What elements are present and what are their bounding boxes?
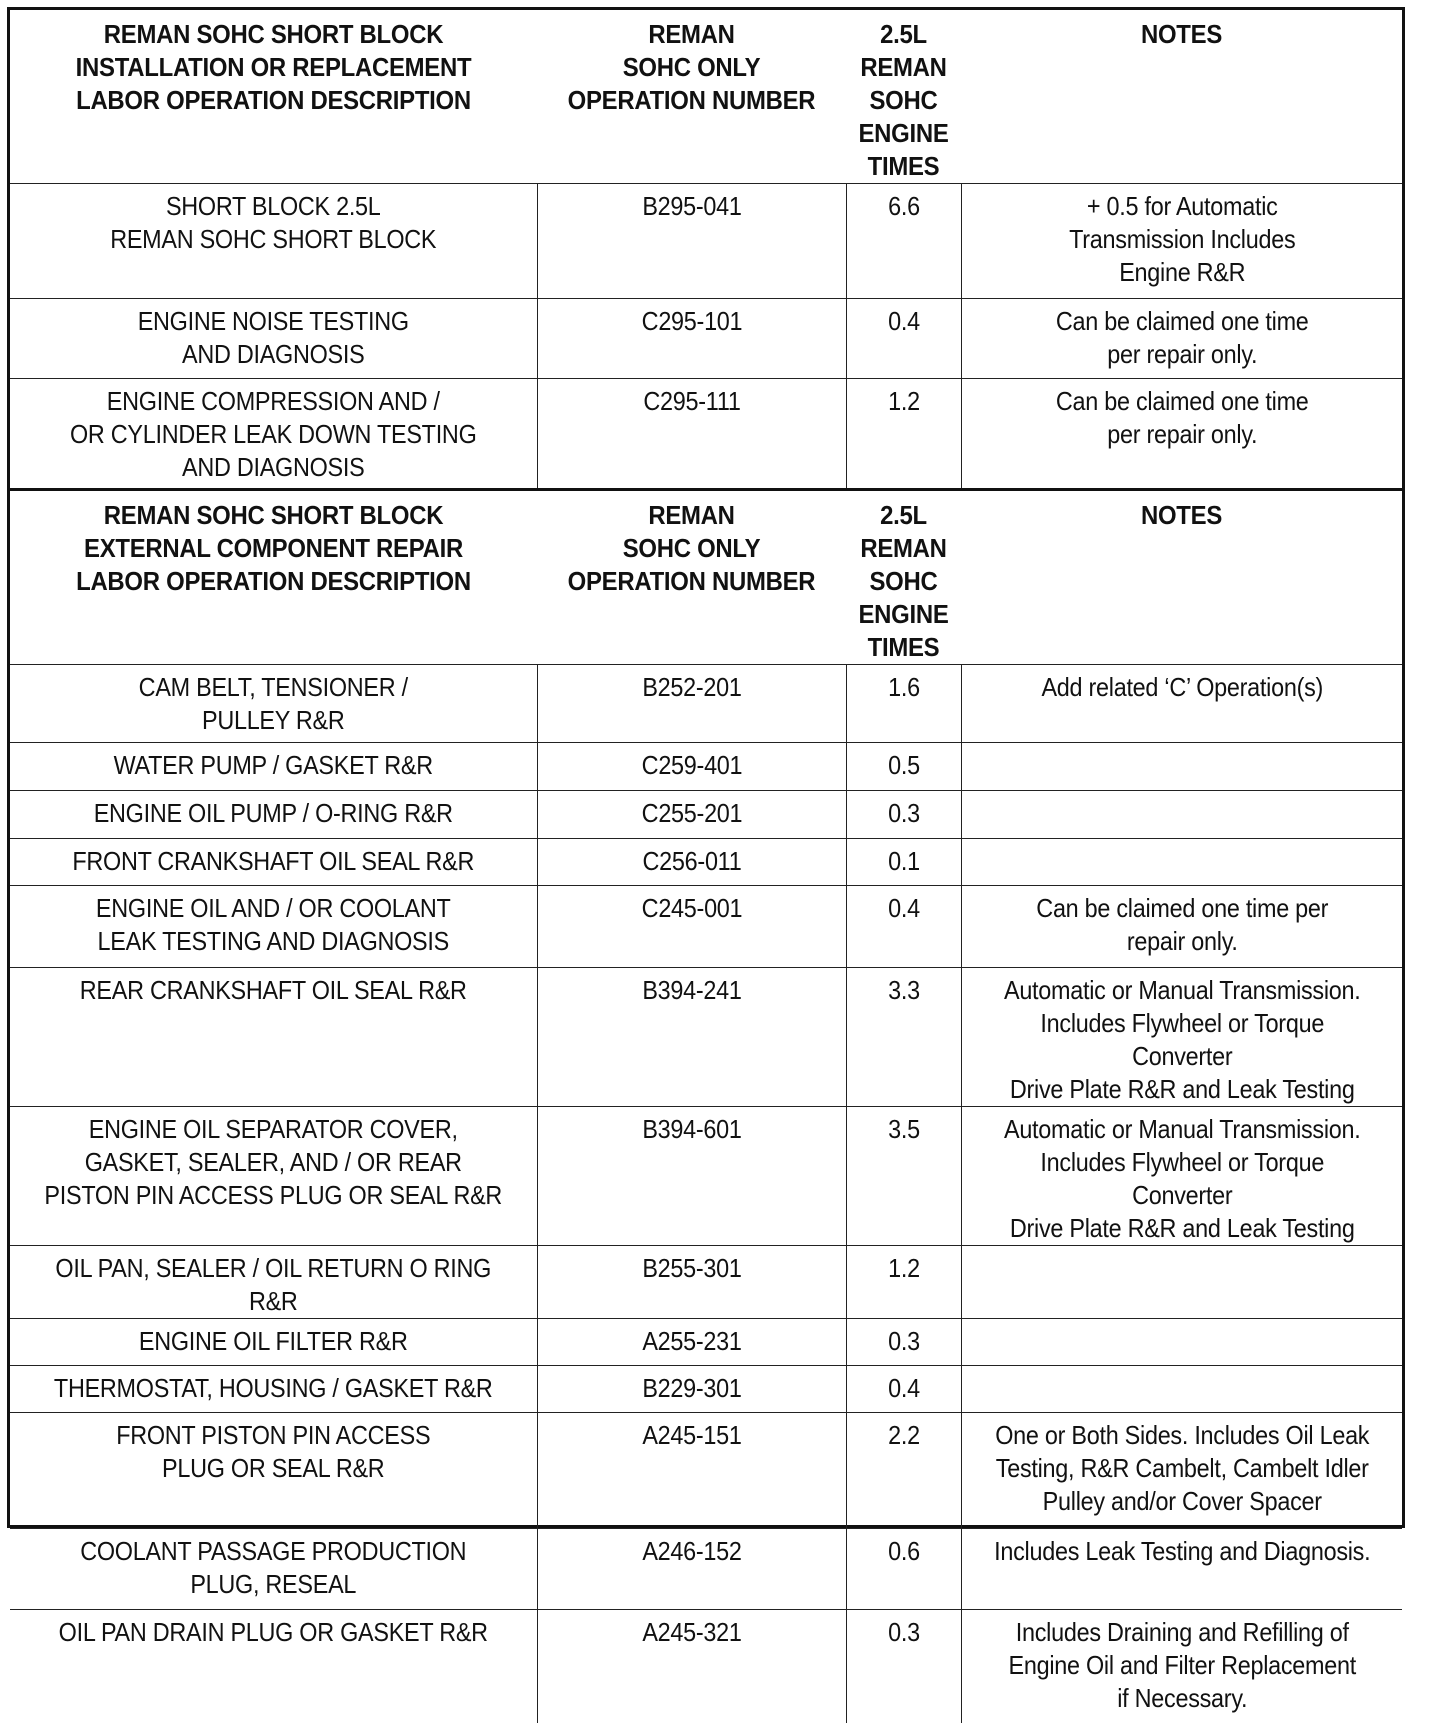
cell-text: A245-321: [641, 1617, 742, 1647]
table-row: [10, 299, 1402, 379]
cell-description: [10, 1413, 537, 1529]
cell-operation-number: [537, 1366, 846, 1413]
cell-text: B394-241: [641, 975, 742, 1005]
table-row: [10, 743, 1402, 791]
cell-operation-number: [537, 839, 846, 886]
cell-operation-number: [537, 1413, 846, 1529]
cell-engine-time: [846, 1319, 961, 1366]
cell-text: C255-201: [641, 798, 742, 828]
header-label: NOTES: [1140, 500, 1223, 530]
cell-operation-number: [537, 886, 846, 968]
table-row: [10, 1319, 1402, 1366]
cell-operation-number: [537, 1529, 846, 1610]
cell-operation-number: [537, 1107, 846, 1246]
cell-text: 3.5: [887, 1114, 920, 1144]
cell-text: A245-151: [641, 1420, 742, 1450]
cell-operation-number: [537, 299, 846, 379]
cell-notes: [961, 379, 1402, 490]
cell-text: Automatic or Manual Transmission. Includes Flywheel or Torque Converter Drive Plate R&R and Leak Testing: [1003, 975, 1361, 1104]
labor-operations-table: [10, 10, 1402, 1723]
table-row: [10, 1610, 1402, 1723]
cell-text: 0.3: [887, 798, 920, 828]
cell-engine-time: [846, 1107, 961, 1246]
cell-engine-time: [846, 665, 961, 743]
cell-text: 0.4: [887, 306, 920, 336]
cell-notes: [961, 1246, 1402, 1319]
cell-notes: [961, 1319, 1402, 1366]
cell-text: 2.2: [887, 1420, 920, 1450]
cell-text: C259-401: [641, 750, 742, 780]
table-row: [10, 839, 1402, 886]
header-notes: [961, 10, 1402, 184]
table-row: [10, 184, 1402, 299]
cell-text: WATER PUMP / GASKET R&R: [113, 750, 433, 780]
cell-text: Can be claimed one time per repair only.: [1055, 306, 1309, 369]
cell-operation-number: [537, 968, 846, 1107]
cell-text: OIL PAN DRAIN PLUG OR GASKET R&R: [58, 1617, 488, 1647]
cell-text: B229-301: [641, 1373, 742, 1403]
cell-operation-number: [537, 743, 846, 791]
table-row: [10, 791, 1402, 839]
cell-text: B252-201: [641, 672, 742, 702]
header-label: NOTES: [1140, 19, 1223, 49]
cell-text: CAM BELT, TENSIONER / PULLEY R&R: [138, 672, 408, 735]
cell-text: 0.4: [887, 1373, 920, 1403]
cell-notes: [961, 886, 1402, 968]
cell-engine-time: [846, 1610, 961, 1723]
cell-notes: [961, 1107, 1402, 1246]
header-engine-time: [846, 10, 961, 184]
table-row: [10, 1246, 1402, 1319]
cell-engine-time: [846, 379, 961, 490]
header-description: [10, 490, 537, 665]
cell-description: [10, 1366, 537, 1413]
cell-engine-time: [846, 886, 961, 968]
cell-text: One or Both Sides. Includes Oil Leak Testing, R&R Cambelt, Cambelt Idler Pulley and/or Cover Spacer: [994, 1420, 1369, 1516]
cell-engine-time: [846, 299, 961, 379]
cell-text: B295-041: [641, 191, 742, 221]
cell-text: 6.6: [887, 191, 920, 221]
cell-operation-number: [537, 379, 846, 490]
cell-text: A255-231: [641, 1326, 742, 1356]
header-notes: [961, 490, 1402, 665]
cell-engine-time: [846, 839, 961, 886]
cell-text: ENGINE NOISE TESTING AND DIAGNOSIS: [137, 306, 409, 369]
cell-description: [10, 1529, 537, 1610]
header-label: REMAN SOHC ONLY OPERATION NUMBER: [567, 19, 816, 115]
cell-notes: [961, 299, 1402, 379]
cell-description: [10, 184, 537, 299]
cell-operation-number: [537, 184, 846, 299]
cell-text: 1.2: [887, 386, 920, 416]
cell-text: Can be claimed one time per repair only.: [1055, 386, 1309, 449]
table-row: [10, 1366, 1402, 1413]
cell-engine-time: [846, 743, 961, 791]
table-row: [10, 1529, 1402, 1610]
cell-operation-number: [537, 665, 846, 743]
cell-engine-time: [846, 1529, 961, 1610]
section-header-row: [10, 10, 1402, 184]
cell-text: ENGINE OIL FILTER R&R: [138, 1326, 408, 1356]
cell-text: Includes Leak Testing and Diagnosis.: [993, 1536, 1370, 1566]
header-label: 2.5L REMAN SOHC ENGINE TIMES: [858, 500, 949, 662]
cell-text: B394-601: [641, 1114, 742, 1144]
header-label: REMAN SOHC SHORT BLOCK EXTERNAL COMPONENT REPAIR LABOR OPERATION DESCRIPTION: [76, 500, 471, 596]
table-row: [10, 379, 1402, 490]
cell-text: 0.3: [887, 1617, 920, 1647]
table-row: [10, 1413, 1402, 1529]
cell-text: ENGINE OIL SEPARATOR COVER, GASKET, SEALER, AND / OR REAR PISTON PIN ACCESS PLUG OR SEAL R&R: [44, 1114, 503, 1210]
cell-text: 0.5: [887, 750, 920, 780]
cell-text: THERMOSTAT, HOUSING / GASKET R&R: [53, 1373, 493, 1403]
header-description: [10, 10, 537, 184]
cell-text: B255-301: [641, 1253, 742, 1283]
cell-description: [10, 1610, 537, 1723]
table-row: [10, 1107, 1402, 1246]
cell-text: OIL PAN, SEALER / OIL RETURN O RING R&R: [55, 1253, 492, 1316]
cell-description: [10, 665, 537, 743]
cell-text: C245-001: [641, 893, 742, 923]
table-row: [10, 886, 1402, 968]
table-row: [10, 968, 1402, 1107]
cell-operation-number: [537, 1610, 846, 1723]
cell-text: + 0.5 for Automatic Transmission Includes Engine R&R: [1068, 191, 1295, 287]
cell-engine-time: [846, 1413, 961, 1529]
cell-text: 0.6: [887, 1536, 920, 1566]
cell-text: ENGINE COMPRESSION AND / OR CYLINDER LEAK DOWN TESTING AND DIAGNOSIS: [69, 386, 477, 482]
cell-text: Add related ‘C’ Operation(s): [1040, 672, 1323, 702]
cell-operation-number: [537, 1319, 846, 1366]
cell-description: [10, 791, 537, 839]
cell-description: [10, 839, 537, 886]
cell-description: [10, 379, 537, 490]
cell-engine-time: [846, 968, 961, 1107]
cell-description: [10, 1246, 537, 1319]
cell-text: Includes Draining and Refilling of Engine Oil and Filter Replacement if Necessary.: [1008, 1617, 1356, 1713]
cell-engine-time: [846, 184, 961, 299]
cell-text: C256-011: [642, 846, 741, 876]
cell-text: 0.4: [887, 893, 920, 923]
header-operation-number: [537, 490, 846, 665]
cell-notes: [961, 184, 1402, 299]
header-label: 2.5L REMAN SOHC ENGINE TIMES: [858, 19, 949, 181]
cell-text: REAR CRANKSHAFT OIL SEAL R&R: [79, 975, 467, 1005]
cell-notes: [961, 1366, 1402, 1413]
cell-description: [10, 886, 537, 968]
cell-description: [10, 968, 537, 1107]
cell-description: [10, 1319, 537, 1366]
cell-engine-time: [846, 791, 961, 839]
cell-text: C295-111: [642, 386, 741, 416]
cell-text: 3.3: [887, 975, 920, 1005]
cell-text: 0.1: [887, 846, 920, 876]
cell-description: [10, 1107, 537, 1246]
cell-operation-number: [537, 1246, 846, 1319]
cell-engine-time: [846, 1246, 961, 1319]
cell-engine-time: [846, 1366, 961, 1413]
cell-text: SHORT BLOCK 2.5L REMAN SOHC SHORT BLOCK: [110, 191, 437, 254]
cell-text: 1.6: [887, 672, 920, 702]
cell-notes: [961, 839, 1402, 886]
cell-notes: [961, 665, 1402, 743]
section-header-row: [10, 490, 1402, 665]
header-label: REMAN SOHC SHORT BLOCK INSTALLATION OR REPLACEMENT LABOR OPERATION DESCRIPTION: [75, 19, 472, 115]
header-operation-number: [537, 10, 846, 184]
cell-text: FRONT PISTON PIN ACCESS PLUG OR SEAL R&R: [116, 1420, 431, 1483]
cell-text: 0.3: [887, 1326, 920, 1356]
cell-text: Automatic or Manual Transmission. Includes Flywheel or Torque Converter Drive Plate R&R and Leak Testing: [1003, 1114, 1361, 1243]
labor-operations-table-frame: [7, 7, 1405, 1713]
cell-notes: [961, 1610, 1402, 1723]
cell-text: Can be claimed one time per repair only.: [1035, 893, 1328, 956]
cell-operation-number: [537, 791, 846, 839]
cell-notes: [961, 1529, 1402, 1610]
cell-text: A246-152: [641, 1536, 742, 1566]
cell-text: COOLANT PASSAGE PRODUCTION PLUG, RESEAL: [80, 1536, 467, 1599]
cell-text: 1.2: [887, 1253, 920, 1283]
cell-description: [10, 743, 537, 791]
cell-notes: [961, 968, 1402, 1107]
cell-description: [10, 299, 537, 379]
cell-notes: [961, 1413, 1402, 1529]
cell-text: ENGINE OIL PUMP / O-RING R&R: [93, 798, 453, 828]
cell-text: C295-101: [641, 306, 742, 336]
header-label: REMAN SOHC ONLY OPERATION NUMBER: [567, 500, 816, 596]
header-engine-time: [846, 490, 961, 665]
table-row: [10, 665, 1402, 743]
cell-notes: [961, 743, 1402, 791]
cell-notes: [961, 791, 1402, 839]
cell-text: FRONT CRANKSHAFT OIL SEAL R&R: [72, 846, 475, 876]
cell-text: ENGINE OIL AND / OR COOLANT LEAK TESTING AND DIAGNOSIS: [95, 893, 451, 956]
